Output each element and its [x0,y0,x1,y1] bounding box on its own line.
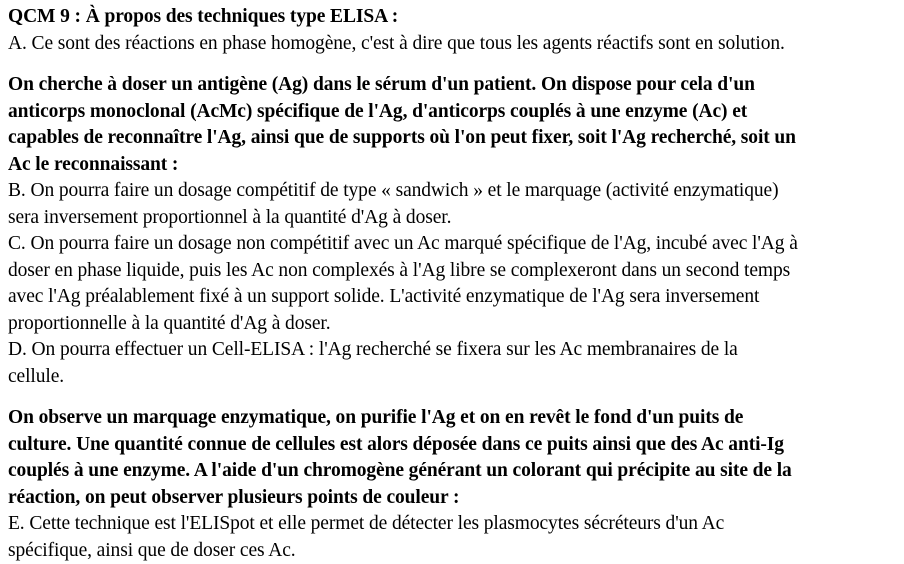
answer-c-line-1: C. On pourra faire un dosage non compétitif avec un Ac marqué spécifique de l'Ag, incubé avec l'Ag à [8,233,798,254]
answer-a-block [8,31,898,58]
answer-c-block [8,231,898,337]
answer-c-line-2: doser en phase liquide, puis les Ac non complexés à l'Ag libre se complexeront dans un second temps [8,259,791,281]
answer-d-block [8,337,898,390]
stem-1-line-2: anticorps monoclonal (AcMc) spécifique de l'Ag, d'anticorps couplés à une enzyme (Ac) et [8,100,748,122]
stem-1-line-3: capables de reconnaître l'Ag, ainsi que de supports où l'on peut fixer, soit l'Ag recherché, soit un [8,127,796,148]
answer-e-line-2: spécifique, ainsi que de doser ces Ac. [8,539,296,561]
stem-2-line-2: culture. Une quantité connue de cellules est alors déposée dans ce puits ainsi que des Ac anti-Ig [8,433,784,455]
answer-b-line-2: sera inversement proportionnel à la quantité d'Ag à doser. [8,206,452,228]
stem-2-line-1: On observe un marquage enzymatique, on purifie l'Ag et on en revêt le fond d'un puits de [8,407,744,428]
stem-1-block [8,72,898,178]
answer-e-line-1: E. Cette technique est l'ELISpot et elle permet de détecter les plasmocytes sécréteurs d'un Ac [8,513,725,534]
answer-a-line-1: A. Ce sont des réactions en phase homogène, c'est à dire que tous les agents réactifs sont en solution. [8,32,785,54]
answer-d-line-2: cellule. [8,365,65,387]
answer-c-line-3: avec l'Ag préalablement fixé à un support solide. L'activité enzymatique de l'Ag sera inversement [8,286,760,307]
qcm-title: QCM 9 : À propos des techniques type ELISA : [8,6,399,27]
answer-d-line-1: D. On pourra effectuer un Cell-ELISA : l'Ag recherché se fixera sur les Ac membranaires de la [8,339,738,360]
answer-b-block [8,178,898,231]
answer-b-line-1: B. On pourra faire un dosage compétitif de type « sandwich » et le marquage (activité enzymatique) [8,180,779,201]
stem-1-line-1: On cherche à doser un antigène (Ag) dans le sérum d'un patient. On dispose pour cela d'un [8,74,755,95]
answer-e-block [8,511,898,564]
stem-1-line-4: Ac le reconnaissant : [8,153,179,175]
stem-2-block [8,405,898,511]
answer-c-line-4: proportionnelle à la quantité d'Ag à doser. [8,312,331,334]
question-header-block [8,4,898,31]
paragraph-spacer [8,57,898,72]
paragraph-spacer [8,390,898,405]
stem-2-line-4: réaction, on peut observer plusieurs points de couleur : [8,486,460,508]
stem-2-line-3: couplés à une enzyme. A l'aide d'un chromogène générant un colorant qui précipite au site de la [8,460,792,481]
